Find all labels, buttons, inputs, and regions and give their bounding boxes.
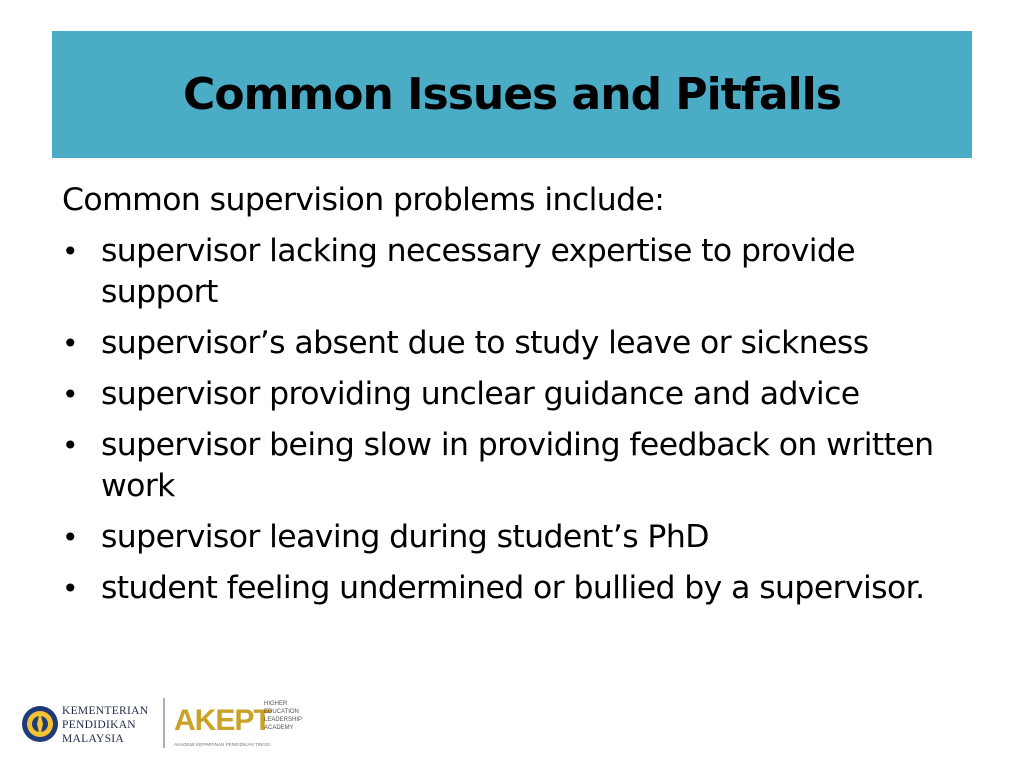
bullet-icon: • [62, 521, 78, 554]
akept-tagline-line: ACADEMY [264, 725, 294, 731]
bullet-text: supervisor providing unclear guidance and advice [101, 376, 860, 412]
akept-tagline-line: HIGHER [264, 701, 288, 707]
bullet-list [62, 231, 967, 609]
list-item [62, 231, 967, 313]
akept-wordmark: AKEPT [174, 704, 271, 737]
bullet-icon: • [62, 327, 78, 360]
bullet-text: student feeling undermined or bullied by a supervisor. [101, 570, 925, 606]
bullet-text: supervisor being slow in providing feedback on written work [101, 427, 934, 504]
bullet-text: supervisor lacking necessary expertise to provide support [101, 233, 856, 310]
title-band [52, 31, 972, 158]
bullet-text: supervisor’s absent due to study leave or sickness [101, 325, 869, 361]
intro-text: Common supervision problems include: [62, 182, 665, 218]
list-item [62, 323, 967, 364]
slide-content [62, 180, 967, 619]
bullet-icon: • [62, 235, 78, 268]
bullet-icon: • [62, 429, 78, 462]
slide-title: Common Issues and Pitfalls [183, 68, 841, 120]
kpm-emblem-icon [22, 706, 58, 742]
kpm-logo-line: KEMENTERIAN [62, 705, 149, 717]
footer-logos [18, 696, 318, 752]
kpm-logo-line: PENDIDIKAN [62, 719, 136, 731]
kpm-logo-line: MALAYSIA [62, 733, 125, 745]
akept-logo [170, 696, 320, 752]
list-item [62, 568, 967, 609]
list-item [62, 425, 967, 507]
bullet-text: supervisor leaving during student’s PhD [101, 519, 709, 555]
akept-tagline-line: LEADERSHIP [264, 717, 303, 723]
list-item [62, 517, 967, 558]
bullet-icon: • [62, 378, 78, 411]
akept-tagline-line: EDUCATION [264, 709, 299, 715]
bullet-icon: • [62, 572, 78, 605]
logo-divider [163, 698, 165, 748]
akept-subtitle: AKADEMI KEPIMPINAN PENDIDIKAN TINGGI [174, 742, 271, 747]
list-item [62, 374, 967, 415]
kpm-logo [18, 700, 158, 748]
